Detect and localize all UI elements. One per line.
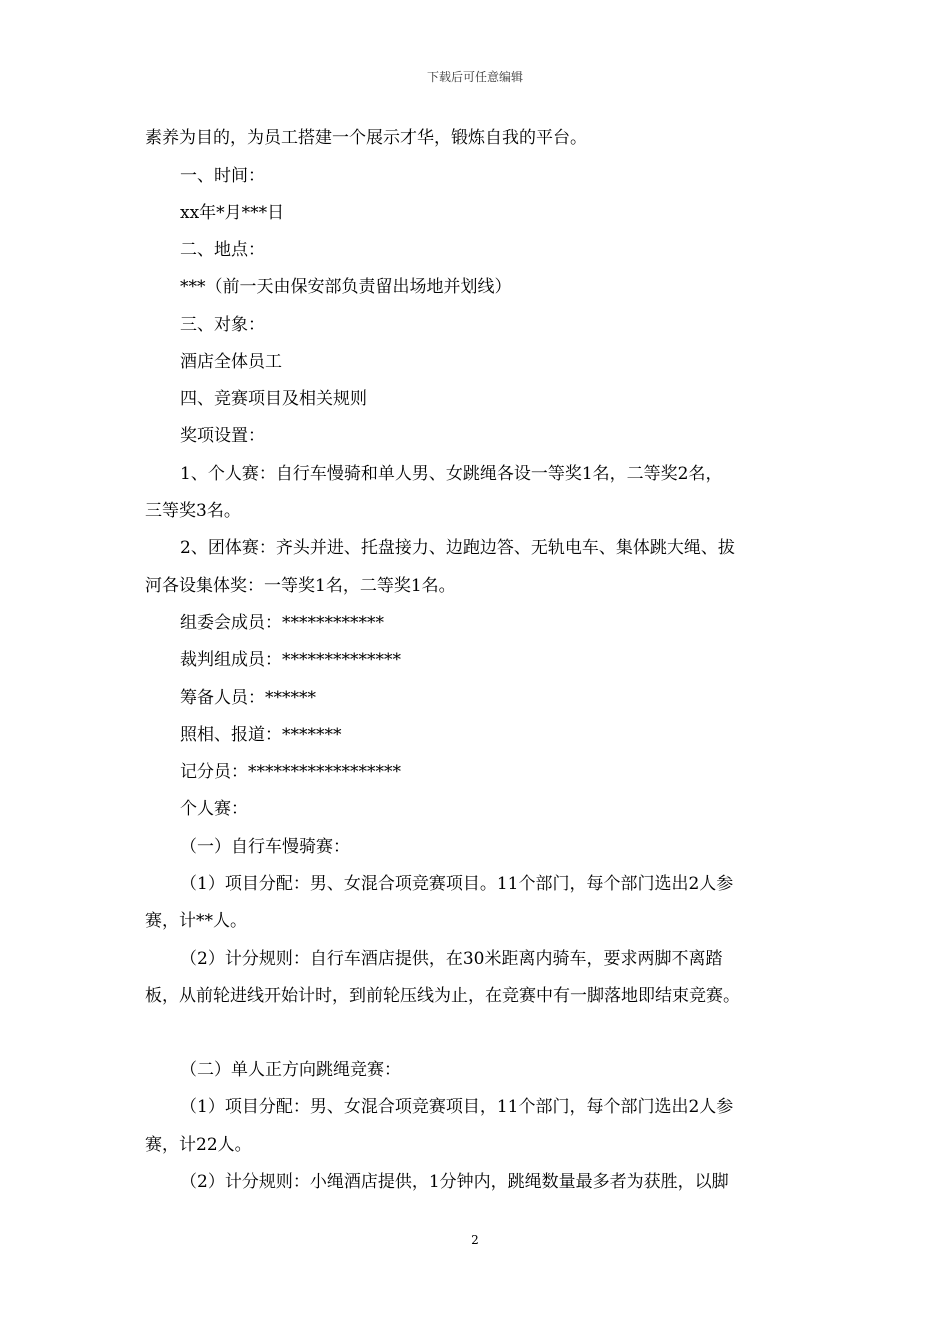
text-line: 板，从前轮进线开始计时，到前轮压线为止，在竞赛中有一脚落地即结束竞赛。 (145, 986, 740, 1006)
text-line: xx年*月***日 (180, 203, 285, 223)
text-line: 组委会成员：************ (180, 613, 384, 633)
text-line: 记分员：****************** (180, 762, 401, 782)
text-line: 赛，计22人。 (145, 1135, 252, 1155)
section-heading-location: 二、地点： (180, 240, 265, 260)
text-line: （1）项目分配：男、女混合项竞赛项目，11个部门，每个部门选出2人参 (180, 1097, 734, 1117)
text-line: （1）项目分配：男、女混合项竞赛项目。11个部门，每个部门选出2人参 (180, 874, 734, 894)
subsection-heading: （一）自行车慢骑赛： (180, 837, 350, 857)
text-line: 2、团体赛：齐头并进、托盘接力、边跑边答、无轨电车、集体跳大绳、拔 (180, 538, 735, 558)
section-heading-target: 三、对象： (180, 315, 265, 335)
text-line: 赛，计**人。 (145, 911, 247, 931)
section-heading-time: 一、时间： (180, 166, 265, 186)
text-line: 1、个人赛：自行车慢骑和单人男、女跳绳各设一等奖1名，二等奖2名， (180, 464, 723, 484)
text-line: 个人赛： (180, 799, 248, 819)
text-line: 酒店全体员工 (180, 352, 282, 372)
section-heading-events: 四、竞赛项目及相关规则 (180, 389, 367, 409)
page-number: 2 (471, 1233, 479, 1247)
text-line: 奖项设置： (180, 426, 265, 446)
text-line: 素养为目的，为员工搭建一个展示才华，锻炼自我的平台。 (145, 128, 587, 148)
text-line: （2）计分规则：自行车酒店提供，在30米距离内骑车，要求两脚不离踏 (180, 949, 723, 969)
text-line: 筹备人员：****** (180, 688, 316, 708)
text-line: 裁判组成员：************** (180, 650, 401, 670)
text-line: ***（前一天由保安部负责留出场地并划线） (180, 277, 512, 297)
subsection-heading: （二）单人正方向跳绳竞赛： (180, 1060, 401, 1080)
text-line: 河各设集体奖：一等奖1名，二等奖1名。 (145, 576, 456, 596)
text-line: （2）计分规则：小绳酒店提供，1分钟内，跳绳数量最多者为获胜，以脚 (180, 1172, 729, 1192)
text-line: 照相、报道：******* (180, 725, 342, 745)
page-header: 下载后可任意编辑 (426, 70, 523, 84)
text-line: 三等奖3名。 (145, 501, 241, 521)
